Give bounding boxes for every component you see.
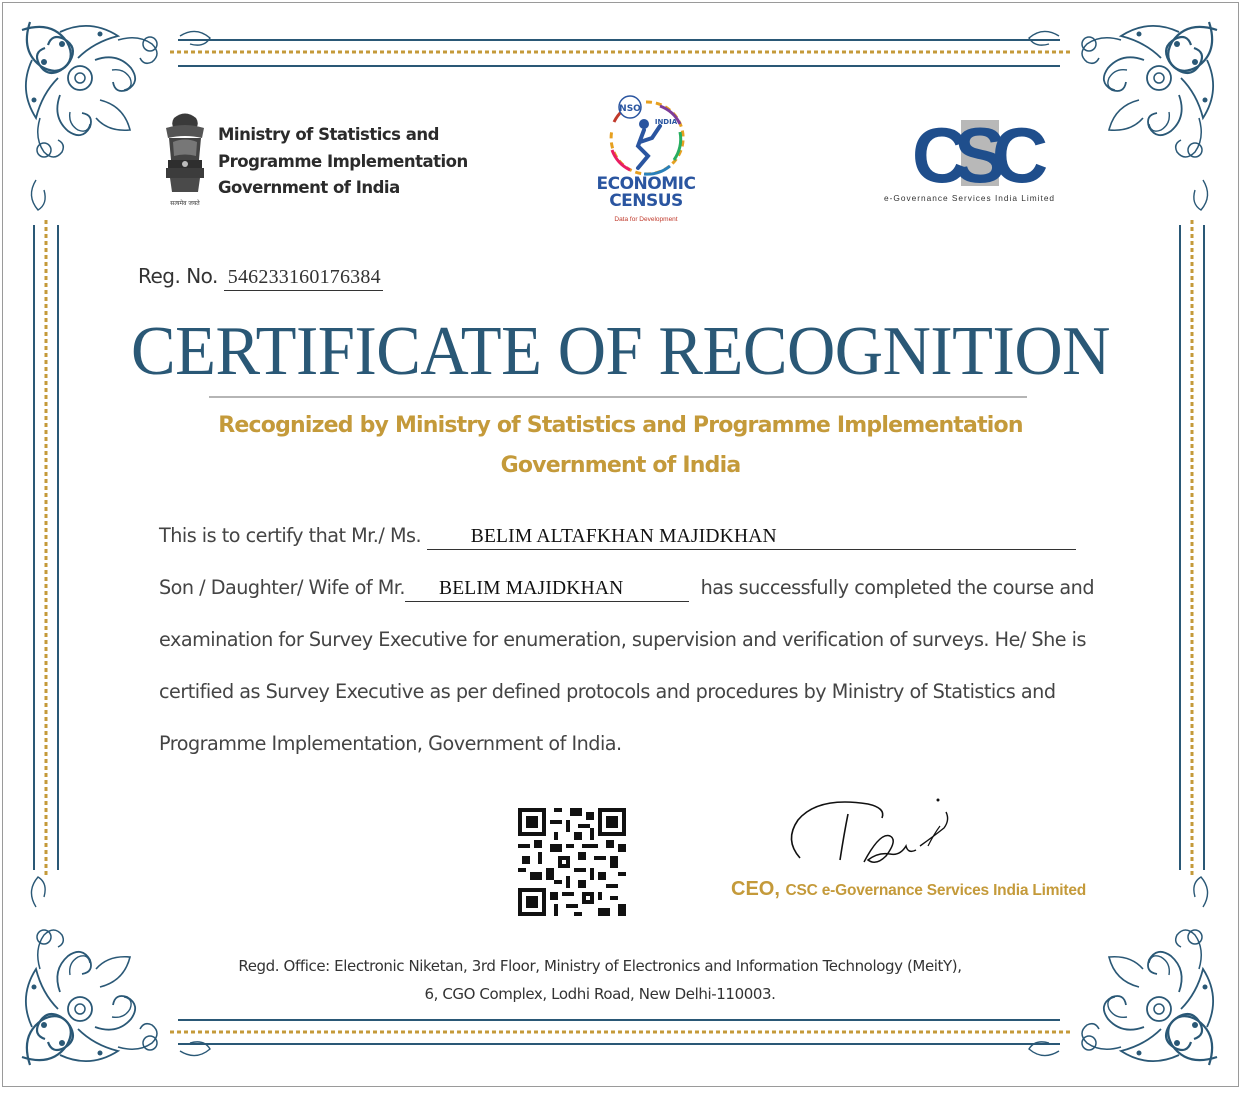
qr-code-icon — [518, 808, 626, 916]
ministry-line-1: Ministry of Statistics and — [218, 125, 439, 144]
body-line-2 — [159, 564, 1095, 616]
title-divider — [209, 396, 1027, 398]
address-line-1: Regd. Office: Electronic Niketan, 3rd Floor, Ministry of Electronics and Information Technology (MeitY), — [238, 957, 962, 975]
body-line-5: Programme Implementation, Government of India. — [159, 732, 622, 755]
ceo-label: CEO, — [731, 878, 780, 900]
recipient-name: BELIM ALTAFKHAN MAJIDKHAN — [427, 525, 1076, 550]
recognition-line-2: Government of India — [500, 453, 741, 478]
signatory-org: CSC e-Governance Services India Limited — [785, 882, 1087, 899]
body-line-1 — [159, 512, 1089, 564]
csc-logo-icon — [911, 111, 1049, 199]
recognition-statement — [120, 406, 1121, 486]
relation-suffix: has successfully completed the course and — [700, 576, 1095, 599]
csc-tagline: e-Governance Services India Limited — [884, 193, 1056, 203]
signature-icon — [780, 790, 980, 880]
economic-census-label — [586, 176, 706, 210]
ministry-line-3: Government of India — [218, 178, 400, 197]
signatory-title — [731, 878, 1086, 901]
certificate-body — [159, 512, 1095, 772]
economic-census-line-1: ECONOMIC — [596, 174, 696, 194]
csc-letter-s: S — [953, 111, 1007, 199]
certificate-title: CERTIFICATE OF RECOGNITION — [131, 313, 1110, 390]
body-line-3: examination for Survey Executive for enumeration, supervision and verification of surveys. He/ She is — [159, 628, 1087, 651]
registered-office-address — [160, 952, 1040, 1008]
csc-letter-c2: C — [991, 111, 1049, 199]
economic-census-logo-icon — [600, 96, 692, 178]
reg-label: Reg. No. — [138, 264, 218, 288]
national-emblem-icon — [160, 110, 210, 208]
relation-prefix: Son / Daughter/ Wife of Mr. — [159, 576, 405, 599]
recognition-line-1: Recognized by Ministry of Statistics and Programme Implementation — [218, 413, 1023, 438]
ministry-line-2: Programme Implementation — [218, 151, 468, 171]
csc-letter-c1: C — [911, 111, 969, 199]
emblem-caption: सत्यमेव जयते — [170, 200, 200, 207]
nso-text: NSO — [619, 104, 641, 114]
reg-number-value: 546233160176384 — [224, 266, 383, 291]
body-line-4: certified as Survey Executive as per defined protocols and procedures by Ministry of Statistics and — [159, 680, 1056, 703]
address-line-2: 6, CGO Complex, Lodhi Road, New Delhi-110003. — [424, 985, 776, 1003]
india-text: INDIA — [654, 118, 678, 126]
parent-name: BELIM MAJIDKHAN — [405, 577, 689, 602]
ministry-name — [218, 122, 468, 202]
registration-number — [138, 264, 383, 289]
economic-census-tagline: Data for Development — [614, 216, 678, 223]
certify-prefix: This is to certify that Mr./ Ms. — [159, 524, 422, 547]
economic-census-line-2: CENSUS — [609, 191, 683, 211]
